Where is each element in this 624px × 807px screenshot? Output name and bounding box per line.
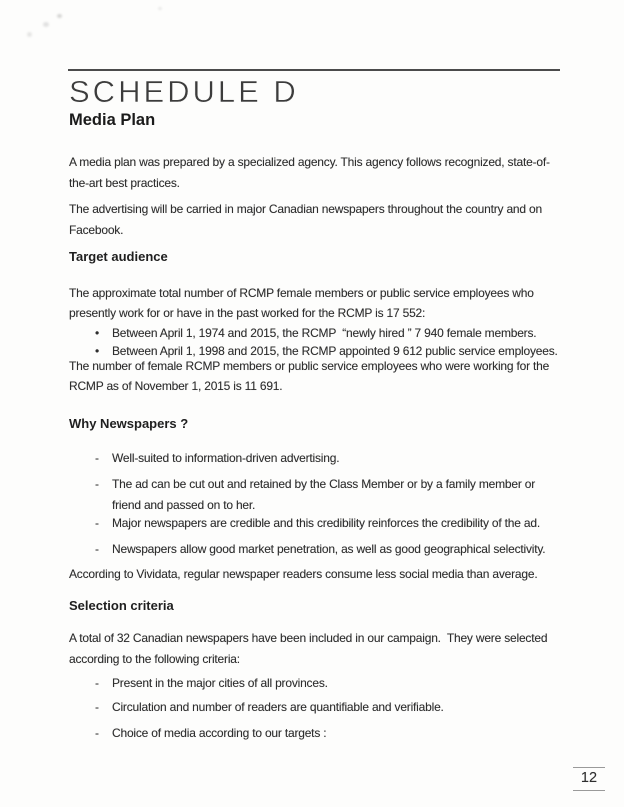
page-number: 12 [573,767,605,791]
paragraph-line: RCMP as of November 1, 2015 is 11 691. [69,379,283,393]
selection-criteria-heading: Selection criteria [69,598,174,613]
dash-icon: - [95,676,99,690]
target-audience-bullet-list [69,324,558,360]
dash-icon: - [95,516,99,530]
list-item [69,697,444,718]
bullet-item-text: Between April 1, 1974 and 2015, the RCMP “newly hired ” 7 940 female members. [112,326,537,340]
list-item [69,723,326,744]
dash-item-text: Circulation and number of readers are quantifiable and verifiable. [112,700,444,714]
dash-item-text: The ad can be cut out and retained by the Class Member or by a family member or [112,477,536,491]
dash-item-text: Newspapers allow good market penetration, as well as good geographical selectivity. [112,542,546,556]
dash-icon: - [95,451,99,465]
paragraph-line: A media plan was prepared by a specialized agency. This agency follows recognized, state-of- [69,155,550,169]
paragraph-line: The number of female RCMP members or public service employees who were working for the [69,359,550,373]
selection-criteria-item [69,697,444,718]
dash-item-text: Well-suited to information-driven advertising. [112,451,340,465]
paragraph-line: Facebook. [69,223,124,237]
why-newspapers-item [69,539,545,560]
why-newspapers-item [69,448,339,469]
paragraph-line: according to the following criteria: [69,652,240,666]
intro-paragraph-1 [69,152,550,194]
list-item [69,324,558,342]
target-audience-heading: Target audience [69,249,168,264]
paragraph-line: A total of 32 Canadian newspapers have been included in our campaign. They were selected [69,631,548,645]
target-audience-paragraph-1 [69,283,534,323]
paragraph-line: The approximate total number of RCMP female members or public service employees who [69,286,534,300]
schedule-title: SCHEDULE D [69,74,299,109]
bullet-item-text: Between April 1, 1998 and 2015, the RCMP appointed 9 612 public service employees. [112,344,558,358]
selection-criteria-paragraph [69,628,547,670]
paragraph-line: The advertising will be carried in major Canadian newspapers throughout the country and on [69,202,542,216]
list-item [69,539,545,560]
selection-criteria-item [69,673,328,694]
why-newspapers-item [69,513,540,534]
intro-paragraph-2 [69,199,542,241]
paragraph-line: According to Vividata, regular newspaper readers consume less social media than average. [69,567,538,581]
paragraph-line: presently work for or have in the past worked for the RCMP is 17 552: [69,306,426,320]
list-item [69,448,339,469]
list-item [69,673,328,694]
list-item [69,513,540,534]
scan-speck [27,32,32,37]
list-item [69,474,535,516]
dash-icon: - [95,726,99,740]
scan-speck [57,14,62,18]
scan-speck [43,22,49,27]
why-newspapers-heading: Why Newspapers ? [69,416,189,431]
bullet-icon: • [95,326,100,340]
dash-item-text: friend and passed on to her. [112,498,256,512]
bullet-icon: • [95,344,100,358]
dash-icon: - [95,542,99,556]
media-plan-heading: Media Plan [69,111,156,129]
dash-item-text: Present in the major cities of all provinces. [112,676,328,690]
target-audience-paragraph-2 [69,356,549,396]
selection-criteria-item [69,723,326,744]
dash-item-text: Choice of media according to our targets : [112,726,327,740]
dash-item-text: Major newspapers are credible and this credibility reinforces the credibility of the ad. [112,516,540,530]
vividata-note [69,564,537,585]
why-newspapers-item [69,474,535,516]
dash-icon: - [95,477,99,491]
header-rule [68,69,560,71]
dash-icon: - [95,700,99,714]
paragraph-line: the-art best practices. [69,176,180,190]
scan-speck [158,7,162,10]
